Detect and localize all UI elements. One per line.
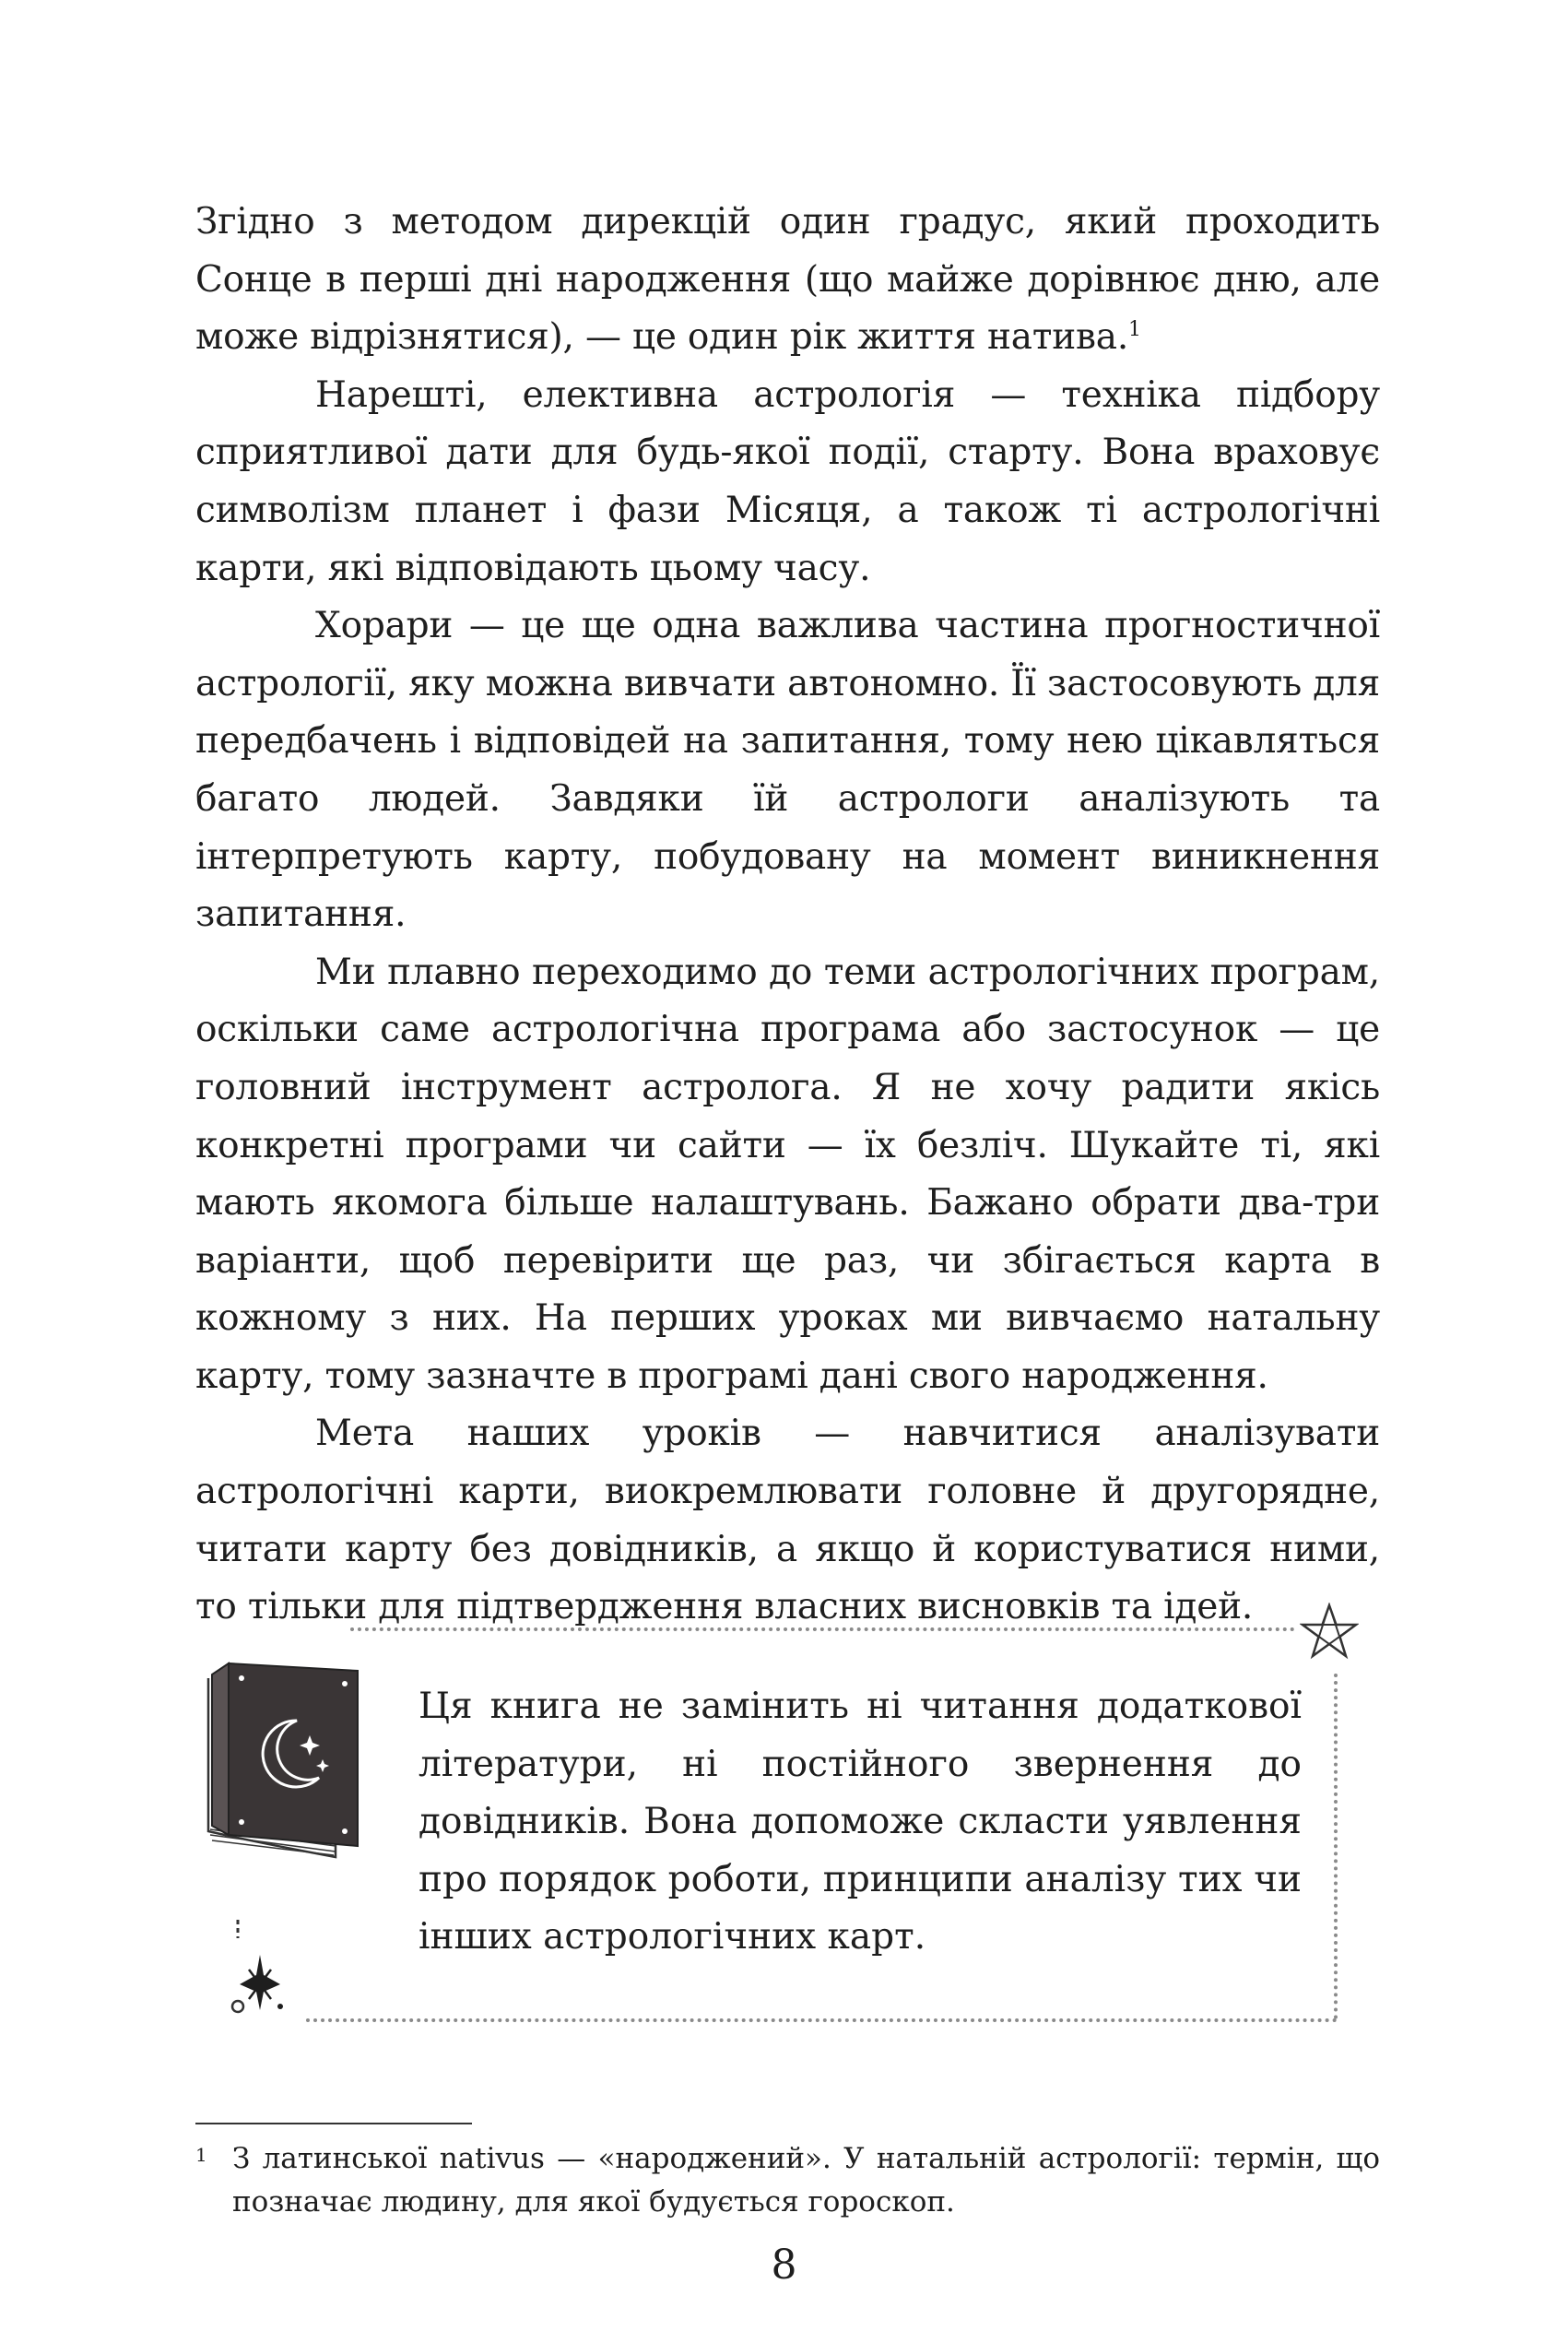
paragraph-horary: Хорари — це ще одна важлива частина прогностичної астрології, яку можна вивчати автономно. Її застосовують для передбачень і відповідей на запитання, тому нею цікавляться багато людей. Завдяки їй астрологи аналізують та інтерпретують карту, побудовану на момент виникнення запитання. (195, 605, 1380, 936)
callout-border-right (1334, 1674, 1338, 2019)
paragraph-goal: Мета наших уроків — навчитися аналізувати астрологічні карти, виокремлювати головне й другорядне, читати карту без довідників, а якщо й користуватися ними, то тільки для підтвердження власних висновків та ідей. (195, 1413, 1380, 1628)
footnote-ref[interactable]: 1 (1128, 318, 1141, 342)
paragraph-text: Згідно з методом дирекцій один градус, який проходить Сонце в перші дні народження (що майже дорівнює дню, але може відрізнятися), — це один рік життя натива. (195, 201, 1380, 359)
callout-border-bottom (306, 2018, 1338, 2022)
sparkle-icon (221, 1918, 295, 2019)
paragraph-programs: Ми плавно переходимо до теми астрологічних програм, оскільки саме астрологічна програма або застосунок — це головний інструмент астролога. Я не хочу радити якісь конкретні програми чи сайти — їх безліч. Шукайте ті, які мають якомога більше налаштувань. Бажано обрати два-три варіанти, щоб перевірити ще раз, чи збігається карта в кожному з них. На перших уроках ми вивчаємо натальну карту, тому зазначте в програмі дані свого народження. (195, 951, 1380, 1397)
page-number: 8 (771, 2242, 797, 2289)
paragraph-elective: Нарешті, елективна астрологія — техніка підбору сприятливої дати для будь-якої події, старту. Вона враховує символізм планет і фази Місяця, а також ті астрологічні карти, які відповідають цьому часу. (195, 373, 1380, 589)
paragraph-directions (195, 194, 1380, 367)
star-outline-icon (1300, 1603, 1359, 1660)
footnote-divider (195, 2123, 472, 2124)
callout-border-top (350, 1627, 1295, 1631)
callout-body: Ця книга не замінить ні читання додаткової літератури, ні постійного звернення до довідників. Вона допоможе скласти уявлення про порядок роботи, принципи аналізу тих чи інших астрологічних карт. (419, 1686, 1302, 1958)
main-text (195, 194, 1380, 1637)
footnote (195, 2137, 1380, 2224)
footnote-mark: 1 (195, 2144, 207, 2166)
callout-text (419, 1678, 1302, 1967)
footnote-text: З латинської nativus — «народжений». У натальній астрології: термін, що позначає людину, для якої будується гороскоп. (232, 2142, 1380, 2219)
book-moon-icon (201, 1651, 369, 1864)
